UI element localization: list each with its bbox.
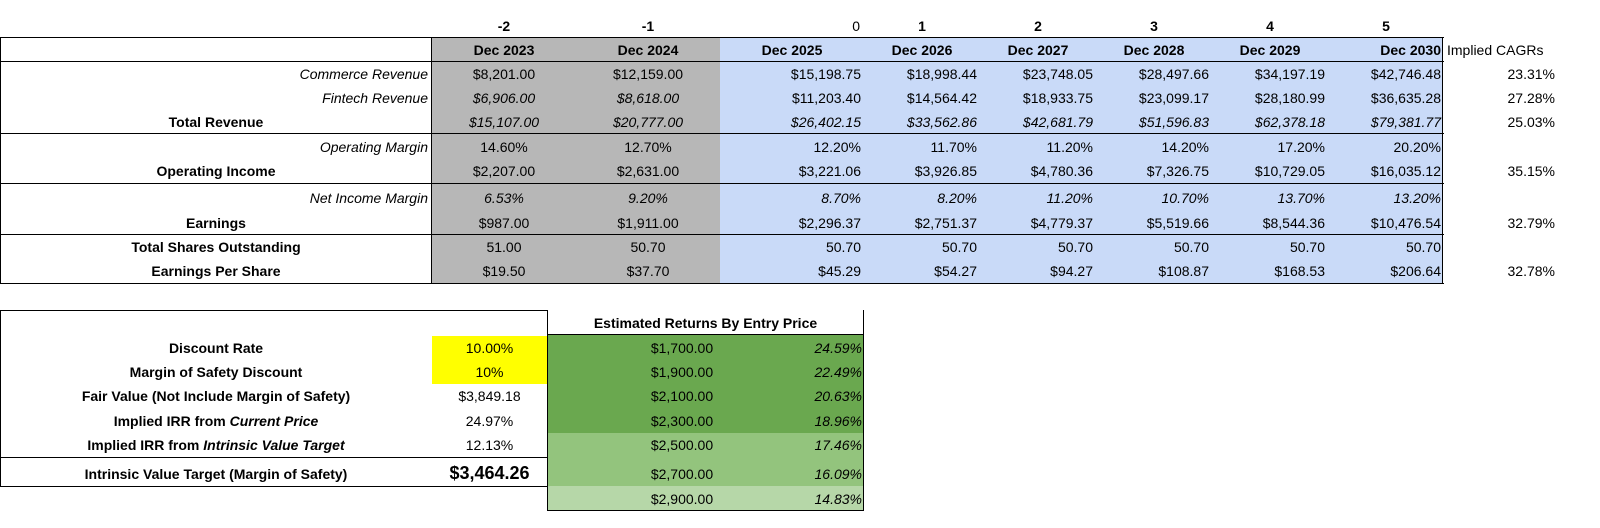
table-cell: $19.50	[482, 263, 526, 279]
table-cell: 20.20%	[1393, 139, 1441, 155]
table-cell: 51.00	[486, 239, 522, 255]
valuation-border	[0, 457, 548, 458]
cagr-cell: 32.78%	[1507, 263, 1555, 279]
table-cell: $6,906.00	[472, 90, 536, 106]
cagr-cell: 27.28%	[1507, 90, 1555, 106]
valuation-border	[0, 310, 1, 487]
table-cell: $10,729.05	[1254, 163, 1325, 179]
table-cell: $3,926.85	[914, 163, 977, 179]
estimated-return: 16.09%	[814, 466, 862, 482]
table-cell: $8,618.00	[616, 90, 680, 106]
row-label-earnings: Earnings	[186, 215, 246, 231]
table-cell: 14.60%	[480, 139, 528, 155]
table-cell: 50.70	[1057, 239, 1093, 255]
year-header: Dec 2025	[761, 42, 823, 58]
row-label-total-revenue: Total Revenue	[168, 114, 264, 130]
table-cell: $987.00	[478, 215, 530, 231]
margin-of-safety-label: Margin of Safety Discount	[129, 364, 303, 380]
period-index: 5	[1382, 18, 1390, 34]
table-cell: $45.29	[818, 263, 861, 279]
table-cell: $28,497.66	[1138, 66, 1209, 82]
table-border	[0, 37, 1444, 38]
entry-price: $2,300.00	[650, 413, 714, 429]
discount-rate-value[interactable]: 10.00%	[465, 340, 514, 356]
table-cell: $62,378.18	[1254, 114, 1325, 130]
table-cell: $3,221.06	[798, 163, 861, 179]
table-cell: $26,402.15	[790, 114, 861, 130]
estimated-return: 24.59%	[814, 340, 862, 356]
intrinsic-value-target-label: Intrinsic Value Target (Margin of Safety)	[84, 466, 348, 482]
table-cell: 10.70%	[1161, 190, 1209, 206]
row-label-total-shares-outstanding: Total Shares Outstanding	[131, 239, 301, 255]
period-index: 0	[852, 18, 860, 34]
table-cell: 50.70	[1173, 239, 1209, 255]
table-cell: 50.70	[630, 239, 666, 255]
year-header: Dec 2028	[1123, 42, 1185, 58]
table-cell: 50.70	[1405, 239, 1441, 255]
table-border	[0, 283, 1444, 284]
valuation-border	[0, 310, 548, 311]
table-cell: $23,748.05	[1022, 66, 1093, 82]
table-cell: $15,107.00	[468, 114, 540, 130]
table-border	[0, 183, 1444, 184]
period-index: 3	[1150, 18, 1158, 34]
period-index: 2	[1034, 18, 1042, 34]
irr-current-label	[0, 409, 432, 433]
irr-target-label-prefix: Implied IRR from	[87, 437, 204, 453]
irr-current-value: 24.97%	[465, 413, 514, 429]
table-cell: $4,779.37	[1030, 215, 1093, 231]
table-cell: $2,751.37	[914, 215, 977, 231]
table-cell: 12.70%	[624, 139, 672, 155]
year-header: Dec 2027	[1007, 42, 1069, 58]
table-cell: 11.70%	[930, 139, 977, 155]
table-border	[0, 61, 1444, 62]
table-cell: $16,035.12	[1370, 163, 1441, 179]
valuation-border	[0, 486, 548, 487]
table-cell: $42,746.48	[1370, 66, 1441, 82]
discount-rate-label: Discount Rate	[168, 340, 264, 356]
table-cell: 13.20%	[1393, 190, 1441, 206]
table-cell: $37.70	[626, 263, 670, 279]
table-cell: 50.70	[1289, 239, 1325, 255]
cagr-cell: 32.79%	[1507, 215, 1555, 231]
entry-price: $2,100.00	[650, 388, 714, 404]
table-border	[431, 37, 432, 284]
period-index: -1	[641, 18, 655, 34]
table-cell: $18,998.44	[906, 66, 977, 82]
entry-price: $2,900.00	[650, 491, 714, 507]
table-cell: 9.20%	[628, 190, 668, 206]
table-cell: $94.27	[1050, 263, 1093, 279]
table-cell: $7,326.75	[1146, 163, 1209, 179]
returns-border	[547, 510, 864, 511]
entry-price: $1,900.00	[650, 364, 714, 380]
table-cell: $28,180.99	[1254, 90, 1325, 106]
table-border	[0, 37, 1, 284]
returns-table-title: Estimated Returns By Entry Price	[593, 315, 818, 331]
cagr-cell: 35.15%	[1507, 163, 1555, 179]
margin-of-safety-value[interactable]: 10%	[475, 364, 504, 380]
table-border	[0, 133, 1444, 134]
table-cell: $51,596.83	[1138, 114, 1209, 130]
table-cell: $8,201.00	[472, 66, 536, 82]
table-cell: 8.70%	[821, 190, 861, 206]
intrinsic-value-target-value: $3,464.26	[449, 463, 530, 483]
table-cell: 12.20%	[813, 139, 861, 155]
entry-price: $1,700.00	[650, 340, 714, 356]
period-index: 1	[918, 18, 926, 34]
table-cell: 8.20%	[937, 190, 977, 206]
table-cell: 11.20%	[1046, 190, 1093, 206]
table-cell: 13.70%	[1277, 190, 1325, 206]
row-label-operating-income: Operating Income	[156, 163, 276, 179]
period-index: -2	[497, 18, 511, 34]
table-cell: $36,635.28	[1370, 90, 1441, 106]
cagr-header: Implied CAGRs	[1447, 42, 1544, 58]
year-header: Dec 2023	[473, 42, 535, 58]
table-cell: $1,911.00	[617, 215, 679, 231]
table-cell: 11.20%	[1046, 139, 1093, 155]
table-cell: 50.70	[941, 239, 977, 255]
row-label-net-income-margin: Net Income Margin	[309, 190, 428, 206]
irr-target-label-emphasis: Intrinsic Value Target	[203, 437, 345, 453]
estimated-return: 18.96%	[814, 413, 862, 429]
table-cell: $33,562.86	[906, 114, 977, 130]
table-cell: $18,933.75	[1022, 90, 1093, 106]
returns-border	[547, 334, 864, 335]
table-cell: 6.53%	[484, 190, 524, 206]
row-label-operating-margin: Operating Margin	[319, 139, 428, 155]
cagr-cell: 23.31%	[1507, 66, 1555, 82]
table-cell: $11,203.40	[791, 90, 861, 106]
row-label-fintech-revenue: Fintech Revenue	[322, 90, 428, 106]
table-cell: $2,296.37	[798, 215, 861, 231]
estimated-return: 17.46%	[814, 437, 862, 453]
year-header: Dec 2030	[1380, 42, 1441, 58]
year-header: Dec 2026	[891, 42, 953, 58]
table-cell: 50.70	[825, 239, 861, 255]
table-cell: $108.87	[1158, 263, 1209, 279]
irr-current-label-emphasis: Current Price	[229, 413, 319, 429]
table-cell: $2,631.00	[616, 163, 680, 179]
entry-price: $2,500.00	[650, 437, 714, 453]
irr-target-label	[0, 433, 432, 457]
table-cell: $206.64	[1390, 263, 1441, 279]
returns-border	[863, 310, 864, 511]
returns-border	[547, 310, 548, 511]
table-cell: $10,476.54	[1370, 215, 1441, 231]
table-cell: $14,564.42	[906, 90, 977, 106]
table-cell: $54.27	[934, 263, 977, 279]
table-cell: $15,198.75	[790, 66, 861, 82]
fair-value-label: Fair Value (Not Include Margin of Safety)	[81, 388, 351, 404]
table-cell: $2,207.00	[472, 163, 536, 179]
table-border	[1442, 37, 1443, 284]
irr-target-value: 12.13%	[465, 437, 514, 453]
year-header: Dec 2024	[617, 42, 679, 58]
table-cell: $79,381.77	[1370, 114, 1441, 130]
table-cell: $20,777.00	[612, 114, 684, 130]
table-cell: $34,197.19	[1254, 66, 1325, 82]
entry-price: $2,700.00	[650, 466, 714, 482]
estimated-return: 22.49%	[814, 364, 862, 380]
estimated-return: 20.63%	[814, 388, 862, 404]
table-cell: 17.20%	[1277, 139, 1325, 155]
period-index: 4	[1266, 18, 1274, 34]
row-label-commerce-revenue: Commerce Revenue	[299, 66, 428, 82]
table-cell: $4,780.36	[1030, 163, 1093, 179]
fair-value-value: $3,849.18	[458, 388, 521, 404]
table-cell: $23,099.17	[1138, 90, 1209, 106]
table-cell: $8,544.36	[1262, 215, 1325, 231]
table-cell: $12,159.00	[612, 66, 684, 82]
cagr-cell: 25.03%	[1507, 114, 1555, 130]
table-cell: $42,681.79	[1022, 114, 1093, 130]
row-label-earnings-per-share: Earnings Per Share	[151, 263, 281, 279]
table-cell: $5,519.66	[1146, 215, 1209, 231]
table-cell: $168.53	[1274, 263, 1325, 279]
estimated-return: 14.83%	[814, 491, 862, 507]
table-border	[0, 234, 1444, 235]
irr-current-label-prefix: Implied IRR from	[113, 413, 230, 429]
year-header: Dec 2029	[1239, 42, 1301, 58]
table-cell: 14.20%	[1161, 139, 1209, 155]
